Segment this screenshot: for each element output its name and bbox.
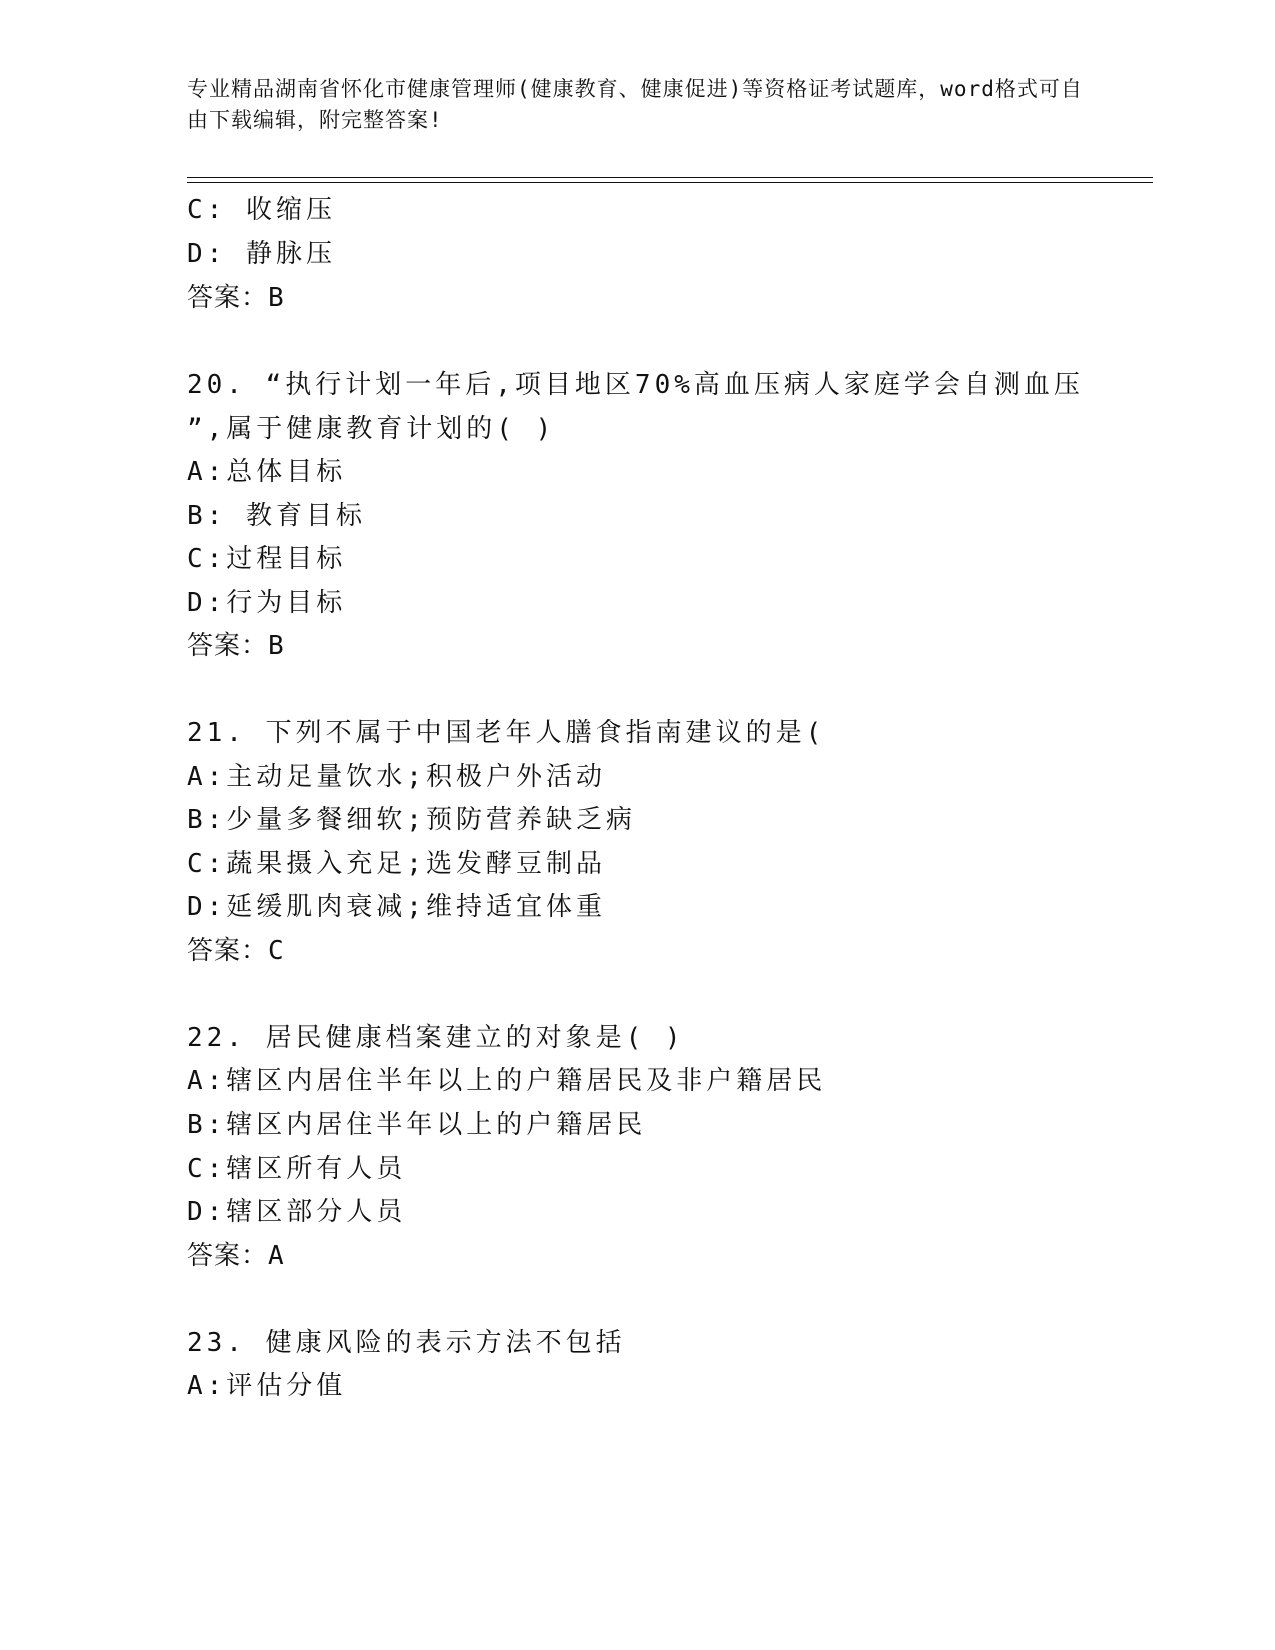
answer-value: C (268, 936, 285, 966)
q20-option-a: A:总体目标 (187, 457, 347, 487)
q20-stem-line2: ”,属于健康教育计划的( ) (187, 414, 556, 444)
q21-option-c: C:蔬果摄入充足;选发酵豆制品 (187, 849, 606, 879)
q19-answer (187, 281, 285, 315)
q22-stem: 22. 居民健康档案建立的对象是( ) (187, 1023, 685, 1053)
q22-option-b: B:辖区内居住半年以上的户籍居民 (187, 1110, 647, 1140)
answer-value: A (268, 1241, 285, 1271)
answer-value: B (268, 283, 285, 313)
q20-option-b: B: 教育目标 (187, 501, 366, 531)
q19-option-c: C: 收缩压 (187, 195, 336, 225)
q21-answer (187, 934, 285, 968)
q20-option-c: C:过程目标 (187, 544, 347, 574)
q22-option-c: C:辖区所有人员 (187, 1154, 407, 1184)
q20-stem-line1: 20. “执行计划一年后,项目地区70%高血压病人家庭学会自测血压 (187, 370, 1084, 400)
answer-label: 答案： (187, 1241, 269, 1271)
q22-answer (187, 1239, 285, 1273)
header-divider-bottom (187, 182, 1153, 183)
q22-option-d: D:辖区部分人员 (187, 1197, 407, 1227)
q21-option-d: D:延缓肌肉衰减;维持适宜体重 (187, 892, 606, 922)
answer-label: 答案： (187, 936, 269, 966)
q23-option-a: A:评估分值 (187, 1371, 347, 1401)
answer-value: B (268, 631, 285, 661)
q21-option-b: B:少量多餐细软;预防营养缺乏病 (187, 805, 636, 835)
q20-option-d: D:行为目标 (187, 588, 347, 618)
q20-answer (187, 629, 285, 663)
q22-option-a: A:辖区内居住半年以上的户籍居民及非户籍居民 (187, 1066, 827, 1096)
q19-option-d: D: 静脉压 (187, 239, 336, 269)
header-divider-top (187, 177, 1153, 178)
answer-label: 答案： (187, 283, 269, 313)
document-header: 专业精品湖南省怀化市健康管理师(健康教育、健康促进)等资格证考试题库，word格式可自由下载编辑，附完整答案! (187, 77, 1083, 132)
q21-option-a: A:主动足量饮水;积极户外活动 (187, 762, 606, 792)
q23-stem: 23. 健康风险的表示方法不包括 (187, 1328, 626, 1358)
q21-stem: 21. 下列不属于中国老年人膳食指南建议的是( (187, 718, 826, 748)
answer-label: 答案： (187, 631, 269, 661)
